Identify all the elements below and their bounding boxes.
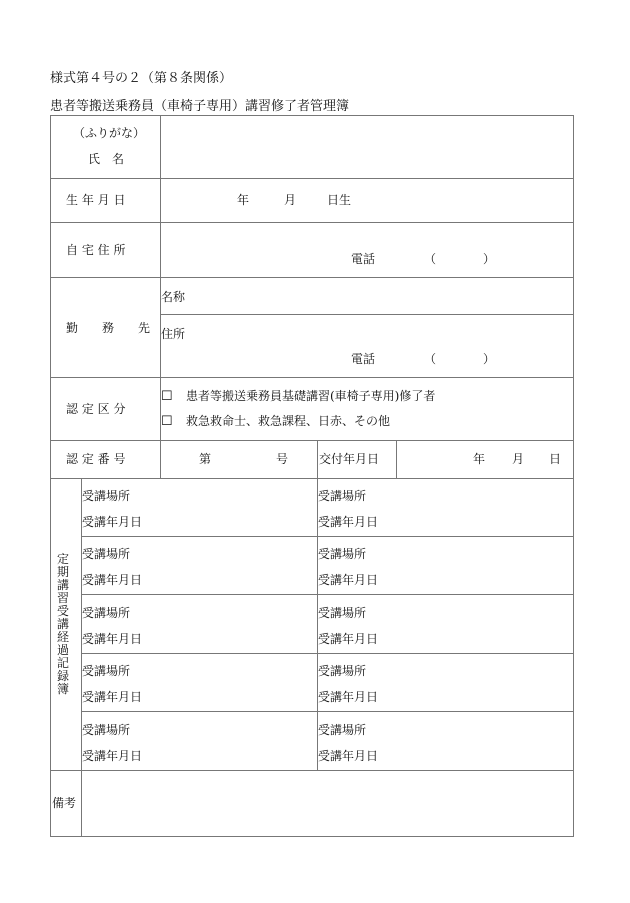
home-address-field[interactable] — [161, 223, 573, 253]
cert-number-field[interactable] — [212, 441, 274, 478]
birth-day-label: 日生 — [327, 193, 352, 207]
issue-year-label: 年 — [473, 452, 486, 466]
training-date-label: 受講年月日 — [82, 749, 143, 763]
workplace-name-field[interactable] — [190, 278, 573, 314]
training-place-label: 受講場所 — [82, 489, 131, 503]
training-date-label: 受講年月日 — [82, 573, 143, 587]
training-date-label: 受講年月日 — [82, 632, 143, 646]
home-address-label: 自 宅 住 所 — [66, 243, 126, 257]
issue-month-label: 月 — [512, 452, 525, 466]
training-place-label: 受講場所 — [318, 606, 367, 620]
remarks-label: 備考 — [52, 796, 77, 810]
issue-day-label: 日 — [549, 452, 562, 466]
training-date-label: 受講年月日 — [82, 515, 143, 529]
row-divider — [50, 377, 574, 378]
option-other-qualification-label: 救急救命士、救急課程、日赤、その他 — [186, 414, 391, 428]
workplace-address-label: 住所 — [161, 327, 186, 341]
checkbox-basic-training[interactable]: ☐ — [161, 389, 173, 404]
birth-label: 生 年 月 日 — [66, 193, 126, 207]
training-place-label: 受講場所 — [82, 664, 131, 678]
cert-number-label: 認 定 番 号 — [66, 452, 126, 466]
workplace-phone-label: 電話 — [351, 352, 376, 366]
row-divider — [50, 478, 574, 479]
home-phone-label: 電話 — [351, 252, 376, 266]
issue-date-field[interactable] — [397, 441, 573, 478]
training-record-label: 定期講習受講経過記録簿 — [56, 552, 69, 696]
training-date-label: 受講年月日 — [318, 690, 379, 704]
training-date-label: 受講年月日 — [318, 515, 379, 529]
training-place-label: 受講場所 — [82, 723, 131, 737]
table-border-bottom — [50, 836, 574, 837]
workplace-name-label: 名称 — [161, 290, 186, 304]
cert-number-divider — [317, 440, 318, 478]
workplace-phone-paren-close: ） — [483, 352, 496, 366]
training-place-label: 受講場所 — [318, 664, 367, 678]
checkbox-other-qualification[interactable]: ☐ — [161, 414, 173, 429]
training-place-label: 受講場所 — [82, 547, 131, 561]
birth-year-label: 年 — [237, 193, 250, 207]
training-date-label: 受講年月日 — [318, 632, 379, 646]
table-border-left — [50, 115, 51, 837]
cert-type-label: 認 定 区 分 — [66, 402, 126, 416]
workplace-phone-paren-open: （ — [424, 352, 437, 366]
table-border-right — [573, 115, 574, 837]
issue-date-label: 交付年月日 — [319, 452, 380, 466]
row-divider — [81, 536, 574, 537]
training-place-label: 受講場所 — [318, 723, 367, 737]
training-date-label: 受講年月日 — [82, 690, 143, 704]
home-phone-paren-open: （ — [424, 252, 437, 266]
row-divider — [81, 594, 574, 595]
form-title: 患者等搬送乗務員（車椅子専用）講習修了者管理簿 — [50, 99, 350, 114]
row-divider — [81, 711, 574, 712]
row-divider — [81, 653, 574, 654]
birth-month-label: 月 — [284, 193, 297, 207]
furigana-label: （ふりがな） — [73, 126, 146, 140]
remarks-field[interactable] — [82, 771, 573, 836]
name-label: 氏 名 — [88, 152, 125, 166]
name-field[interactable] — [161, 116, 573, 178]
training-date-label: 受講年月日 — [318, 573, 379, 587]
home-phone-paren-close: ） — [483, 252, 496, 266]
birth-date-field[interactable] — [161, 179, 573, 222]
training-date-label: 受講年月日 — [318, 749, 379, 763]
workplace-label: 勤 務 先 — [66, 321, 151, 335]
cert-number-dai: 第 — [199, 452, 212, 466]
cert-number-go: 号 — [276, 452, 289, 466]
form-label: 様式第４号の２（第８条関係） — [50, 71, 233, 86]
workplace-address-field[interactable] — [190, 315, 573, 345]
training-place-label: 受講場所 — [318, 547, 367, 561]
option-basic-training-label: 患者等搬送乗務員基礎講習(車椅子専用)修了者 — [186, 389, 436, 403]
training-place-label: 受講場所 — [318, 489, 367, 503]
training-place-label: 受講場所 — [82, 606, 131, 620]
